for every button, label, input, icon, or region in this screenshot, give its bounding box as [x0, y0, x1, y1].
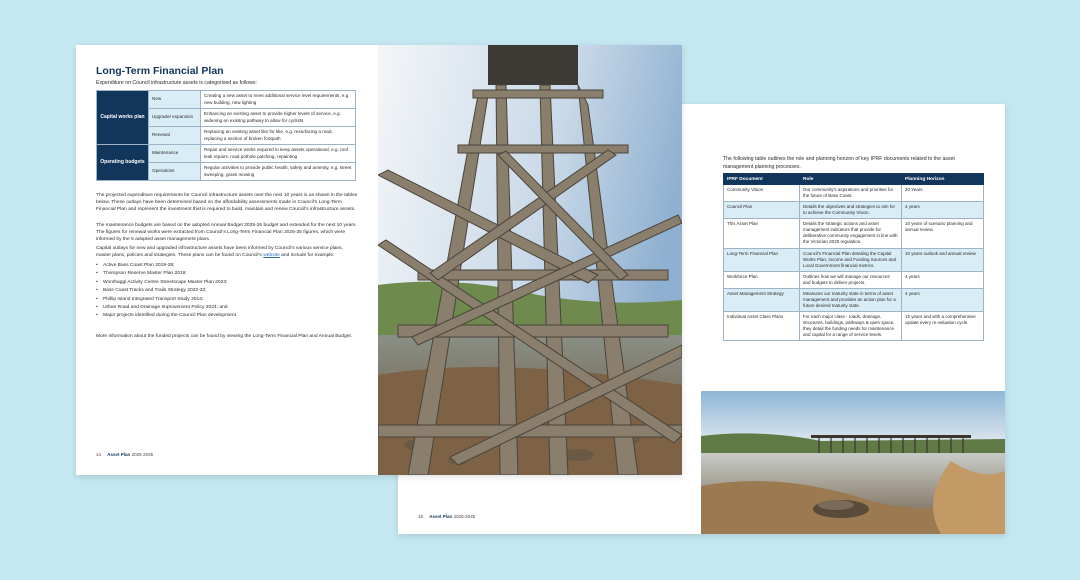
left-page [76, 45, 682, 475]
paragraph-text: and include for example: [279, 253, 335, 259]
group-capital-works: Capital works plan [97, 91, 149, 145]
iprf-header-horizon: Planning Horizon [902, 174, 984, 185]
paragraph-text: Capital outlays for new and upgraded infrastructure assets have been informed by Council's various service plans, master plans, policies and strategies. These plans can be found on Council's [96, 246, 343, 259]
category-description: Replacing an existing asset like for like, e.g. resurfacing a road, replacing a section of broken footpath [201, 127, 356, 145]
iprf-horizon: 4 years [902, 202, 984, 219]
table-row [97, 145, 356, 163]
iprf-document: Individual Asset Class Plans [724, 312, 800, 341]
list-item: • Bass Coast Tracks and Trails Strategy 2022-32; [96, 288, 358, 293]
iprf-role: For each major class - roads, drainage, structures, buildings, pathways & open space, they detail the funding needs for maintenance and capital for a range of service levels. [800, 312, 902, 341]
iprf-document: Long-Term Financial Plan [724, 248, 800, 271]
category-type: Maintenance [149, 145, 201, 163]
list-item: • Active Bass Coast Plan 2018-28; [96, 263, 358, 268]
footer-years: 2025-2035 [131, 452, 154, 457]
iprf-role: Measures our maturity state in terms of asset management and provides an action plan for a future desired maturity state. [800, 288, 902, 311]
category-description: Regular activities to provide public health, safety and amenity, e.g. street sweeping, grass mowing [201, 163, 356, 181]
page-number: 14 [96, 452, 102, 457]
table-row [724, 185, 984, 202]
paragraph-expenditure: The projected expenditure requirements for Council infrastructure assets over the next 10 years is as shown in the tables below. These outlays have been determined based on the affordability assessments made in Council's Long-Term Financial Plan and represent the investment that is required to build, maintain and renew Council's infrastructure assets. [96, 193, 358, 213]
paragraph-capital-outlays [96, 245, 358, 259]
category-type: Renewal [149, 127, 201, 145]
category-type: New [149, 91, 201, 109]
expenditure-category-table [96, 90, 356, 181]
iprf-horizon: 10 years outlook and annual review [902, 248, 984, 271]
list-item: • Thompson Reserve Master Plan 2019; [96, 271, 358, 276]
page-title: Long-Term Financial Plan [96, 65, 224, 77]
left-page-footer [96, 452, 153, 457]
footer-title: Asset Plan [429, 514, 453, 519]
iprf-role: Council's Financial Plan detailing the Capital Works Plan, Income and Funding Sources and Local Government financial metrics. [800, 248, 902, 271]
table-row [97, 91, 356, 109]
list-item: • Urban Road and Drainage Improvement Policy 2024; and [96, 305, 358, 310]
iprf-header-role: Role [800, 174, 902, 185]
footer-years: 2025-2035 [453, 514, 476, 519]
category-description: Repair and service works required to keep assets operational, e.g. roof leak repairs, road pothole patching, repainting [201, 145, 356, 163]
right-page-footer [418, 514, 475, 519]
list-item: • Wonthaggi Activity Centre Streetscape Master Plan 2023; [96, 280, 358, 285]
iprf-horizon: 10 years of scenario planning and annual review. [902, 219, 984, 248]
table-row [724, 312, 984, 341]
category-description: Enhancing an existing asset to provide higher levels of service, e.g. widening an existing pathway to allow for cyclists [201, 109, 356, 127]
iprf-horizon: 15 years and with a comprehensive update every re-valuation cycle. [902, 312, 984, 341]
paragraph-maintenance: The maintenance budgets are based on the adopted Annual Budget 2025-26 budget and extended for the next 10 years. The figures for renewal works were extracted from Council's Long-Term Financial Plan 2025-35 figures, which were informed by the 5 adopted asset management plans. [96, 223, 357, 243]
iprf-document: This Asset Plan [724, 219, 800, 248]
paragraph-more-info: More information about the funded projects can be found by viewing the Long-Term Financial Plan and Annual Budget. [96, 334, 353, 339]
iprf-role: Our community's aspirations and priorities for the future of Bass Coast. [800, 185, 902, 202]
plans-list [96, 263, 358, 322]
table-row [724, 202, 984, 219]
iprf-role: Outlines how we will manage our resources and budgets to deliver projects. [800, 271, 902, 288]
iprf-horizon: 4 years [902, 288, 984, 311]
table-row [724, 219, 984, 248]
group-operating-budgets: Operating budgets [97, 145, 149, 181]
iprf-table [723, 173, 984, 341]
iprf-document: Workforce Plan [724, 271, 800, 288]
category-type: Upgrade/ expansion [149, 109, 201, 127]
iprf-horizon: 4 years [902, 271, 984, 288]
iprf-intro: The following table outlines the role and planning horizon of key IPRF documents related to the asset management planning processes. [723, 156, 955, 170]
iprf-role: Details the objectives and strategies to aim for to achieve the Community Vision. [800, 202, 902, 219]
iprf-document: Council Plan [724, 202, 800, 219]
iprf-role: Details the strategic actions and asset management indicators that provide for deliberative community engagement in line with the Victorian 2020 regulation. [800, 219, 902, 248]
category-description: Creating a new asset to meet additional service level requirements, e.g. new building, new lighting [201, 91, 356, 109]
timber-trestle-photo [378, 45, 682, 475]
footer-title: Asset Plan [107, 452, 131, 457]
website-link[interactable]: website [263, 253, 280, 259]
iprf-document: Community Vision [724, 185, 800, 202]
intro-text: Expenditure on Council infrastructure assets is categorised as follows: [96, 80, 257, 86]
list-item: • Major projects identified during the Council Plan development. [96, 313, 358, 318]
table-row [724, 248, 984, 271]
bridge-estuary-photo [701, 391, 1005, 534]
page-number: 16 [418, 514, 424, 519]
table-row [724, 271, 984, 288]
iprf-header-document: IPRF Document [724, 174, 800, 185]
iprf-document: Asset Management Strategy [724, 288, 800, 311]
category-type: Operations [149, 163, 201, 181]
iprf-horizon: 20 Years [902, 185, 984, 202]
list-item: • Phillip Island Integrated Transport Study 2014; [96, 297, 358, 302]
table-row [724, 288, 984, 311]
